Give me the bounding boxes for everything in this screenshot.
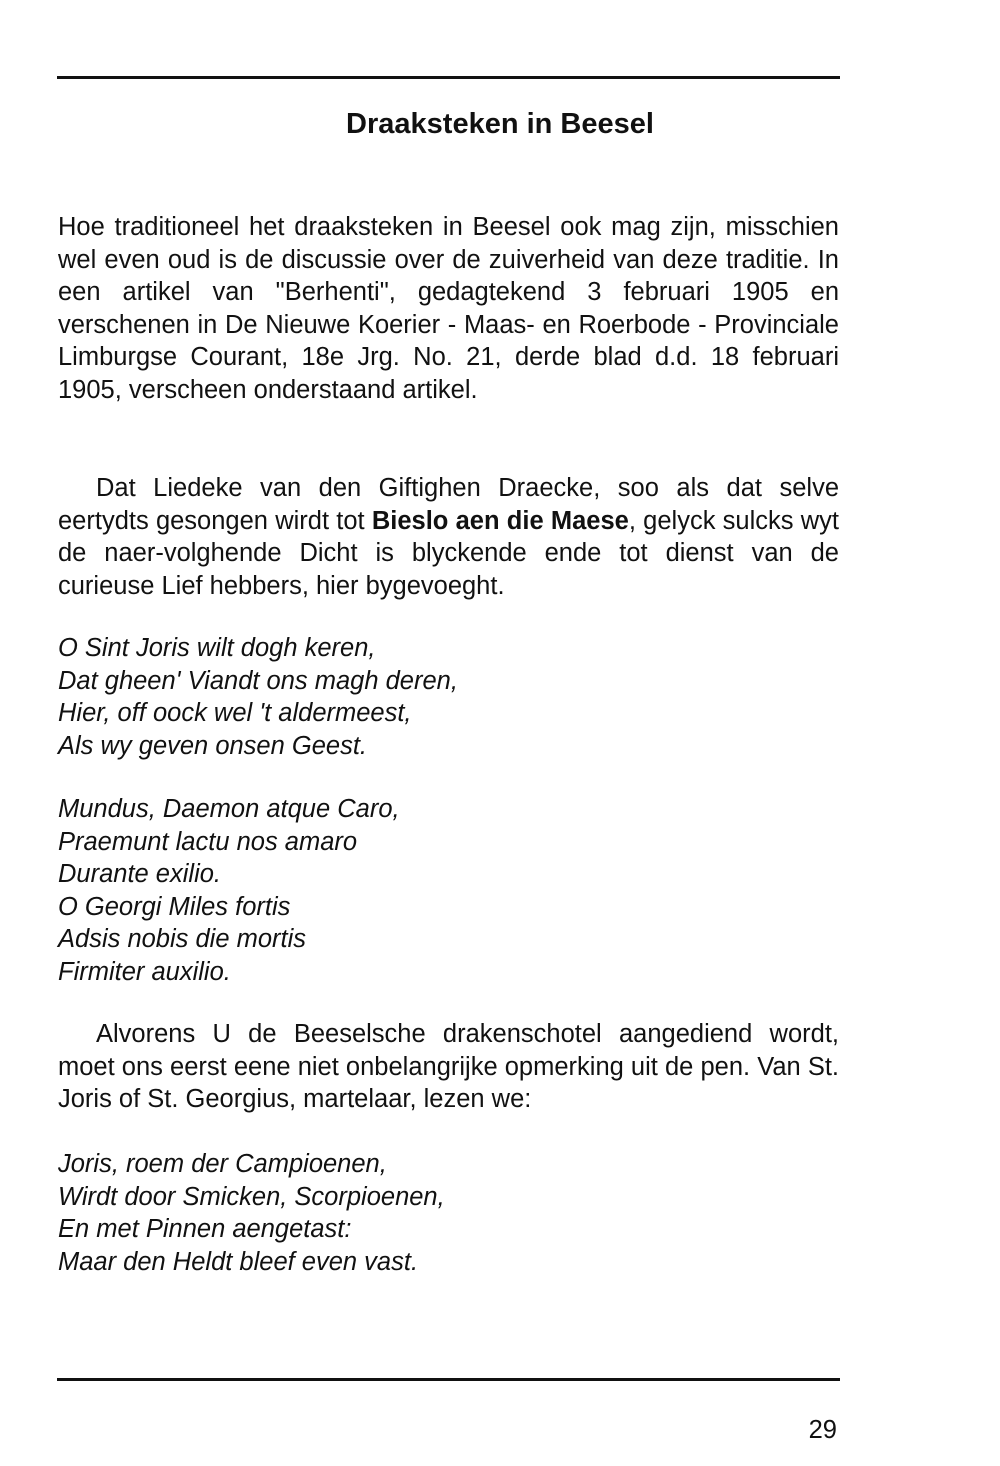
verse-line: Maar den Heldt bleef even vast. [58,1247,419,1276]
verse-line: Firmiter auxilio. [58,957,231,986]
song-intro-text-after: , gelyck sulcks wyt de naer-volghende Dicht is blyckende ende tot dienst van de curieuse Lief hebbers, hier bygevoeght. [58,506,839,600]
verse-line: Adsis nobis die mortis [58,925,307,953]
top-rule [57,76,840,79]
verse-line: Praemunt lactu nos amaro [58,827,358,856]
bottom-rule [57,1378,840,1381]
verse-line: O Sint Joris wilt dogh keren, [58,634,376,662]
latin-verse [58,793,839,988]
joris-verse [58,1148,839,1278]
verse-line: Mundus, Daemon atque Caro, [58,795,400,823]
verse-line: Hier, off oock wel 't aldermeest, [58,699,412,727]
verse-line: Als wy geven onsen Geest. [58,731,368,760]
intro-paragraph: Hoe traditioneel het draaksteken in Beesel ook mag zijn, misschien wel even oud is de discussie over de zuiverheid van deze traditie. In een artikel van "Berhenti", gedagtekend 3 februari 1905 en verschenen in De Nieuwe Koerier - Maas- en Roerbode - Provinciale Limburgse Courant, 18e Jrg. No. 21, derde blad d.d. 18 februari 1905, verscheen onderstaand artikel. [58,213,839,404]
song-intro-text-before: Dat Liedeke van den Giftighen Draecke, soo als dat selve eertydts gesongen wirdt tot [58,474,839,535]
page-title: Draaksteken in Beesel [346,108,654,140]
verse-line: Joris, roem der Campioenen, [58,1150,387,1178]
verse-line: En met Pinnen aengetast: [58,1215,352,1243]
song-intro-place: Bieslo aen die Maese [371,506,629,535]
verse-line: Dat gheen' Viandt ons magh deren, [58,666,458,695]
dutch-prayer-verse [58,632,839,762]
verse-line: Wirdt door Smicken, Scorpioenen, [58,1182,445,1211]
dish-remark-paragraph: Alvorens U de Beeselsche drakenschotel aangediend wordt, moet ons eerst eene niet onbelangrijke opmerking uit de pen. Van St. Joris of St. Georgius, martelaar, lezen we: [58,1020,839,1113]
song-intro-paragraph [58,472,839,602]
verse-line: Durante exilio. [58,860,221,888]
page-number: 29 [808,1416,837,1444]
verse-line: O Georgi Miles fortis [58,892,291,921]
